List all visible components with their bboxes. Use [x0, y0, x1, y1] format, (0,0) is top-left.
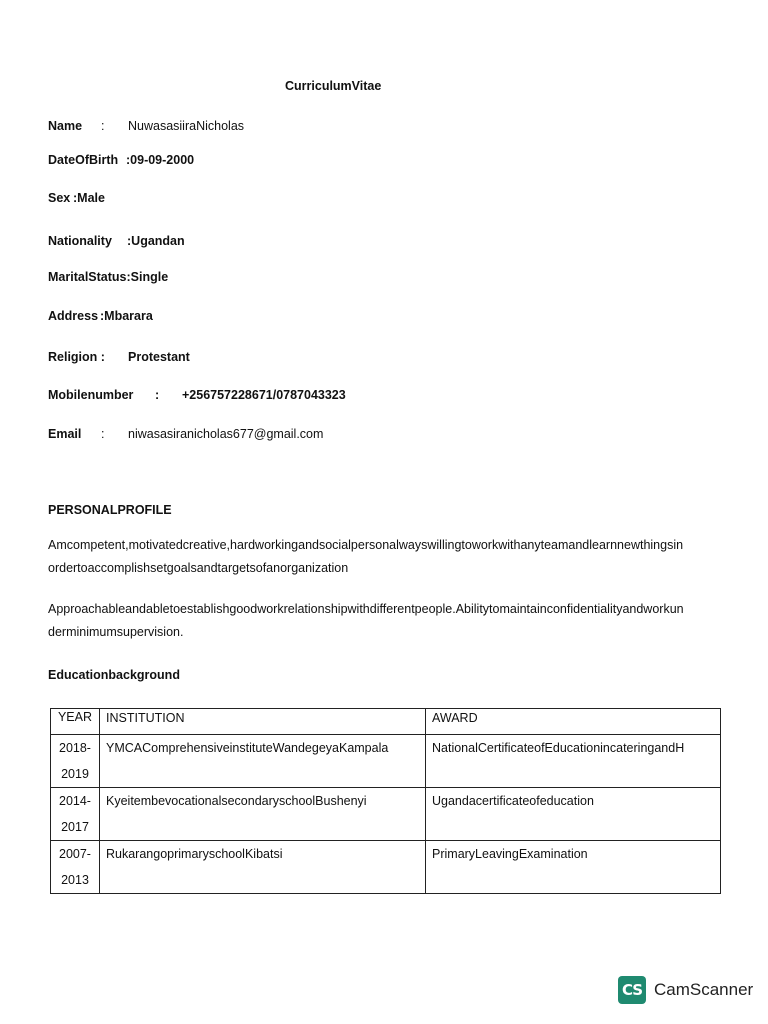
column-header-institution: INSTITUTION [100, 709, 426, 735]
sex-value: :Male [73, 191, 105, 205]
education-heading: Educationbackground [48, 668, 180, 682]
table-row [51, 841, 721, 894]
email-label: Email [48, 427, 82, 441]
award-cell: PrimaryLeavingExamination [426, 841, 721, 894]
year-cell: 2018- 2019 [51, 735, 100, 788]
nationality-label: Nationality [48, 234, 112, 248]
profile-heading: PERSONALPROFILE [48, 503, 172, 517]
mobile-label: Mobilenumber [48, 388, 134, 402]
year-cell: 2014- 2017 [51, 788, 100, 841]
camscanner-watermark [618, 976, 753, 1004]
table-row [51, 788, 721, 841]
email-separator: : [101, 427, 105, 441]
column-header-year: YEAR [51, 709, 100, 735]
institution-cell: KyeitembevocationalsecondaryschoolBushenyi [100, 788, 426, 841]
name-separator: : [101, 119, 105, 133]
award-cell: NationalCertificateofEducationincateringandH [426, 735, 721, 788]
institution-cell: YMCAComprehensiveinstituteWandegeyaKampala [100, 735, 426, 788]
education-table [50, 708, 721, 894]
award-cell: Ugandacertificateofeducation [426, 788, 721, 841]
camscanner-logo-text: CamScanner [654, 980, 754, 999]
institution-cell: RukarangoprimaryschoolKibatsi [100, 841, 426, 894]
year-cell: 2007- 2013 [51, 841, 100, 894]
dob-label: DateOfBirth [48, 153, 119, 167]
mobile-value: +256757228671/0787043323 [182, 388, 346, 402]
name-label: Name [48, 119, 83, 133]
email-value: niwasasiranicholas677@gmail.com [128, 427, 324, 441]
dob-value: :09-09-2000 [126, 153, 195, 167]
religion-label: Religion : [48, 350, 105, 364]
name-value: NuwasasiiraNicholas [128, 119, 245, 133]
profile-paragraph-1: Amcompetent,motivatedcreative,hardworkingandsocialpersonalwayswillingtoworkwithanyteamandlearnnewthingsinordertoaccomplishsetgoalsandtargetsofanorganization [48, 538, 684, 575]
table-header-row [51, 709, 721, 735]
camscanner-logo-icon: CS [618, 976, 646, 1004]
nationality-value: :Ugandan [127, 234, 185, 248]
marital-status: MaritalStatus:Single [48, 270, 169, 284]
column-header-award: AWARD [426, 709, 721, 735]
table-row [51, 735, 721, 788]
profile-paragraph-2: Approachableandabletoestablishgoodworkrelationshipwithdifferentpeople.Abilitytomaintainconfidentialityandworkunderminimumsupervision. [48, 602, 684, 639]
document-title: CurriculumVitae [285, 79, 382, 93]
address-label: Address [48, 309, 99, 323]
address-value: :Mbarara [100, 309, 153, 323]
sex-label: Sex [48, 191, 71, 205]
religion-value: Protestant [128, 350, 190, 364]
mobile-separator: : [155, 388, 160, 402]
